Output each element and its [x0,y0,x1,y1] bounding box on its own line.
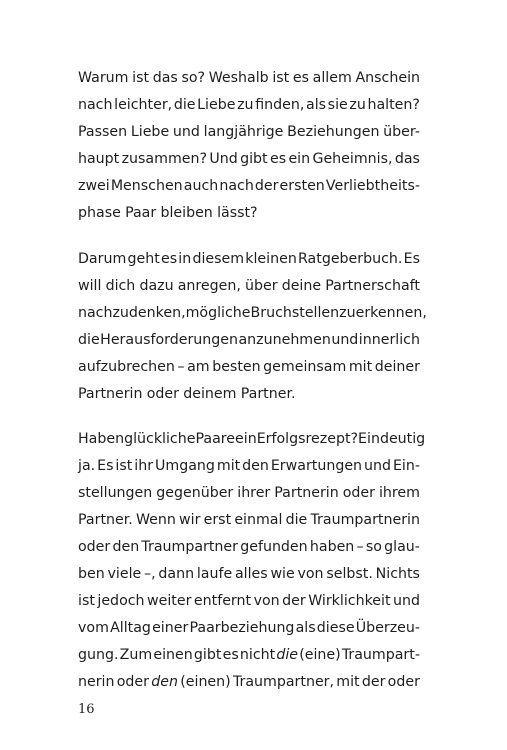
word: ersten [279,178,325,194]
word: geht [127,251,160,267]
word: Haben [78,431,125,447]
word: Erwartungen [270,458,363,474]
text-line [78,381,420,408]
text-line [78,65,420,92]
word: den [112,539,140,555]
word: anzunehmen [238,332,331,348]
word: die [173,97,196,113]
text-line [78,200,420,227]
word: das [152,70,178,86]
paragraph-2 [78,246,427,408]
text-line [78,561,420,588]
word: anregen, [177,278,241,294]
word: Menschen [110,178,183,194]
word: von [297,566,324,582]
word: Beziehungen [287,124,380,140]
word: glückliche [124,431,196,447]
word: selbst. [326,566,373,582]
word: Es [403,251,420,267]
word: so [365,539,382,555]
word: die [276,647,299,663]
word: Ein- [392,458,420,474]
word: Alltag [110,620,151,636]
word: oder [78,539,111,555]
word: einmal [234,512,283,528]
word: Darum [78,251,127,267]
text-line [78,480,420,507]
word: von [253,593,280,609]
word: ist [78,593,95,609]
word: nach [219,178,254,194]
word: halten? [367,97,420,113]
word: am [187,359,210,375]
word: der [254,178,279,194]
text-line [78,300,427,327]
word: nach [78,97,113,113]
word: Traumpartner [141,539,238,555]
word: über [245,278,278,294]
word: Partner. [240,386,296,402]
word: phase [78,205,121,221]
word: Geheimnis, [312,151,393,167]
text-line [78,669,420,696]
word: besten [212,359,261,375]
word: Herausforderungen [100,332,238,348]
word: erst [203,512,232,528]
word: und [364,458,391,474]
word: lässt? [217,205,258,221]
word: wir [179,512,201,528]
word: nerin [78,674,115,690]
word: ja. [78,458,96,474]
word: glau- [384,539,420,555]
word: es [292,70,309,86]
word: diesem [192,251,245,267]
word: laufe [196,566,233,582]
word: erkennen, [355,305,427,321]
word: mit [348,359,373,375]
word: Paar [125,205,157,221]
word: als [306,97,327,113]
word: oder [116,674,149,690]
word: Partnerin [78,386,143,402]
word: gegenüber [156,485,234,501]
word: über- [383,124,420,140]
word: Wirklichkeit [308,593,391,609]
word: jedoch [97,593,145,609]
word: haupt [78,151,120,167]
word: einen [153,647,193,663]
word: ist [115,458,133,474]
word: weiter [147,593,192,609]
word: Zum [119,647,153,663]
text-line [78,273,420,300]
word: als [295,620,316,636]
word: diese [316,620,355,636]
word: es [160,251,178,267]
word: gemeinsam [263,359,347,375]
word: – [177,359,185,375]
word: deine [281,278,322,294]
text-line [78,354,420,381]
word: (einen) [180,674,231,690]
word: die [78,332,100,348]
word: gefunden [240,539,308,555]
word: auch [183,178,219,194]
word: sie [327,97,348,113]
word: dich [105,278,136,294]
word: zu [237,97,254,113]
word: ein [288,151,311,167]
word: ihrem [378,485,420,501]
word: Liebe [197,97,236,113]
word: entfernt [193,593,252,609]
word: nicht [239,647,276,663]
word: die [285,512,308,528]
page-number: 16 [78,702,95,717]
word: gibt [193,647,222,663]
word: Nichts [375,566,420,582]
word: (eine) [299,647,341,663]
word: Paarbeziehung [189,620,295,636]
word: kleinen [245,251,297,267]
word: Partner. [78,512,133,528]
word: Überzeu- [355,620,420,636]
word: –, [144,566,156,582]
word: ist [272,70,290,86]
word: einer [152,620,189,636]
word: ben [78,566,105,582]
word: viele [107,566,142,582]
word: mögliche [185,305,251,321]
word: zusammen? [121,151,208,167]
text-line [78,534,420,561]
word: Erfolgsrezept? [256,431,359,447]
word: der [361,674,386,690]
word: den [242,458,269,474]
word: mit [336,674,360,690]
word: gibt [240,151,268,167]
word: Ratgeberbuch. [298,251,403,267]
word: dazu [139,278,174,294]
word: und [393,593,420,609]
word: es [222,647,239,663]
word: leichter, [114,97,173,113]
word: dann [158,566,195,582]
word: Und [209,151,238,167]
word: gung. [78,647,119,663]
text-line [78,92,420,119]
word: alles [234,566,268,582]
word: Traumpart- [341,647,420,663]
word: bleiben [160,205,213,221]
word: ist [132,70,150,86]
word: und [172,124,200,140]
word: das [394,151,420,167]
word: den [151,674,178,690]
word: ihrer [237,485,271,501]
word: deiner [374,359,420,375]
text-line [78,642,420,669]
word: oder [146,386,179,402]
word: so? [181,70,206,86]
word: Traumpartnerin [310,512,420,528]
text-line [78,327,420,354]
word: Partnerin [274,485,339,501]
word: Weshalb [208,70,269,86]
word: Verliebtheits- [325,178,420,194]
word: Passen [78,124,128,140]
word: ihr [134,458,154,474]
text-line [78,119,420,146]
word: und [331,332,359,348]
word: wie [270,566,295,582]
text-line [78,426,426,453]
word: Wenn [135,512,176,528]
word: Es [97,458,114,474]
text-line [78,507,420,534]
word: will [78,278,102,294]
text-line [78,453,420,480]
word: Liebe [130,124,170,140]
word: zu [339,305,356,321]
word: zu [349,97,366,113]
text-line [78,173,420,200]
word: Partnerschaft [325,278,420,294]
word: deinem [183,386,237,402]
word: vom [78,620,109,636]
word: Bruchstellen [250,305,340,321]
word: ein [235,431,257,447]
word: oder [387,674,420,690]
word: in [178,251,192,267]
word: zwei [78,178,110,194]
text-line [78,146,420,173]
word: allem [312,70,352,86]
word: innerlich [358,332,420,348]
word: Paare [195,431,236,447]
word: es [269,151,287,167]
text-line [78,615,420,642]
word: langjährige [203,124,284,140]
word: Eindeutig [358,431,426,447]
text-line [78,246,420,273]
word: nachzudenken, [78,305,186,321]
text-line [78,588,420,615]
paragraph-3 [78,426,426,696]
word: – [356,539,364,555]
word: Umgang [155,458,215,474]
word: aufzubrechen [78,359,175,375]
word: haben [309,539,355,555]
paragraph-1 [78,65,420,227]
word: stellungen [78,485,153,501]
word: Traumpartner, [232,674,335,690]
word: Anschein [355,70,420,86]
word: oder [342,485,375,501]
word: Warum [78,70,129,86]
word: finden, [255,97,305,113]
word: der [282,593,306,609]
word: mit [216,458,241,474]
